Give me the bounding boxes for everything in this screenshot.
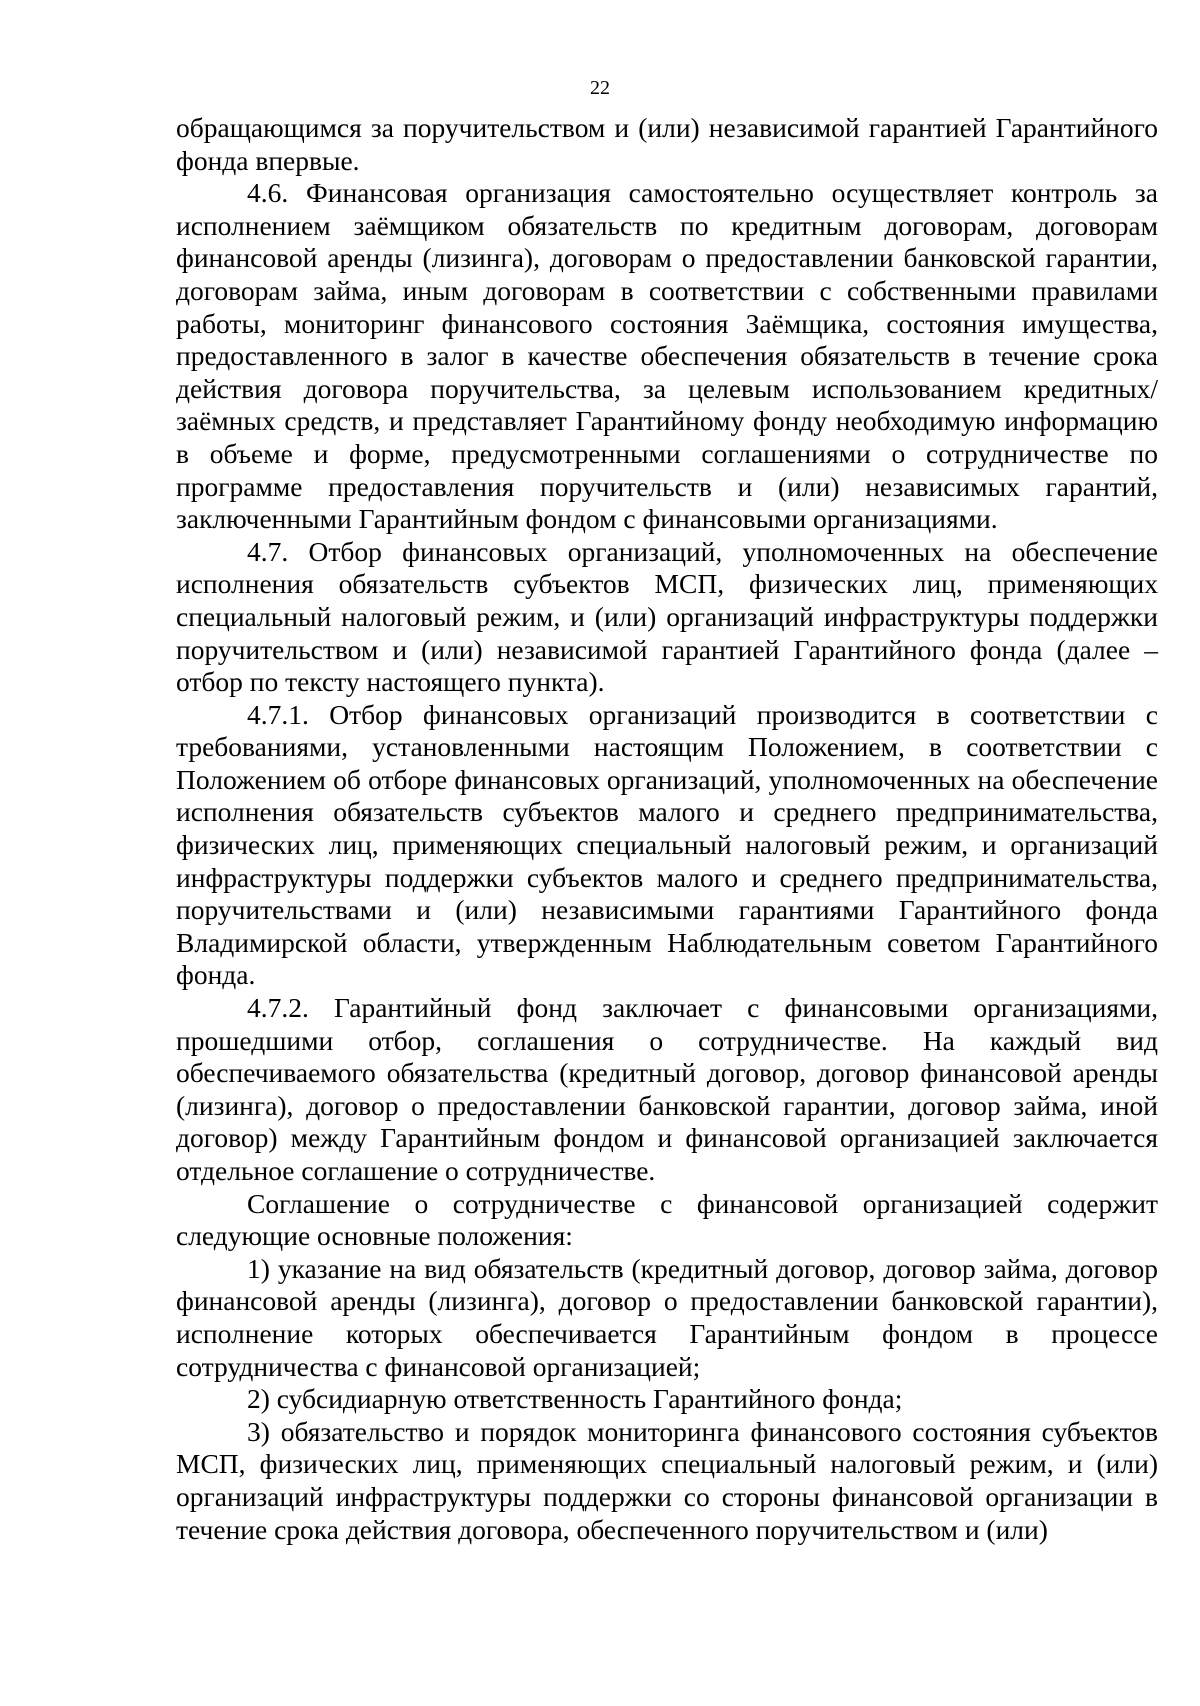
paragraph: 4.7.1. Отбор финансовых организаций производится в соответствии с требованиями, установленными настоящим Положением, в соответствии с Положением об отборе финансовых организаций, уполномоченных на обеспечение исполнения обязательств субъектов малого и среднего предпринимательства, физических лиц, применяющих специальный налоговый режим, и организаций инфраструктуры поддержки субъектов малого и среднего предпринимательства, поручительствами и (или) независимыми гарантиями Гарантийного фонда Владимирской области, утвержденным Наблюдательным советом Гарантийного фонда.: [176, 698, 1158, 991]
paragraph: 1) указание на вид обязательств (кредитный договор, договор займа, договор финансовой аренды (лизинга), договор о предоставлении банковской гарантии), исполнение которых обеспечивается Гарантийным фондом в процессе сотрудничества с финансовой организацией;: [176, 1252, 1158, 1382]
paragraph: 4.7.2. Гарантийный фонд заключает с финансовыми организациями, прошедшими отбор, соглашения о сотрудничестве. На каждый вид обеспечиваемого обязательства (кредитный договор, договор финансовой аренды (лизинга), договор о предоставлении банковской гарантии, договор займа, иной договор) между Гарантийным фондом и финансовой организацией заключается отдельное соглашение о сотрудничестве.: [176, 992, 1158, 1186]
paragraph: 4.7. Отбор финансовых организаций, уполномоченных на обеспечение исполнения обязательств субъектов МСП, физических лиц, применяющих специальный налоговый режим, и (или) организаций инфраструктуры поддержки поручительством и (или) независимой гарантией Гарантийного фонда (далее – отбор по тексту настоящего пункта).: [176, 535, 1158, 698]
paragraph: Соглашение о сотрудничестве с финансовой организацией содержит следующие основные положения:: [176, 1187, 1158, 1252]
page-number: 22: [590, 77, 610, 99]
paragraph: 4.6. Финансовая организация самостоятельно осуществляет контроль за исполнением заёмщиком обязательств по кредитным договорам, договорам финансовой аренды (лизинга), договорам о предоставлении банковской гарантии, договорам займа, иным договорам в соответствии с собственными правилами работы, мониторинг финансового состояния Заёмщика, состояния имущества, предоставленного в залог в качестве обеспечения обязательств в течение срока действия договора поручительства, за целевым использованием кредитных/заёмных средств, и представляет Гарантийному фонду необходимую информацию в объеме и форме, предусмотренными соглашениями о сотрудничестве по программе предоставления поручительств и (или) независимых гарантий, заключенными Гарантийным фондом с финансовыми организациями.: [176, 177, 1158, 535]
paragraph: 3) обязательство и порядок мониторинга финансового состояния субъектов МСП, физических лиц, применяющих специальный налоговый режим, и (или) организаций инфраструктуры поддержки со стороны финансовой организации в течение срока действия договора, обеспеченного поручительством и (или): [176, 1415, 1158, 1545]
paragraph: 2) субсидиарную ответственность Гарантийного фонда;: [247, 1383, 903, 1415]
paragraph: обращающимся за поручительством и (или) независимой гарантией Гарантийного фонда впервые.: [176, 112, 1158, 176]
document-body: [176, 112, 1158, 1546]
